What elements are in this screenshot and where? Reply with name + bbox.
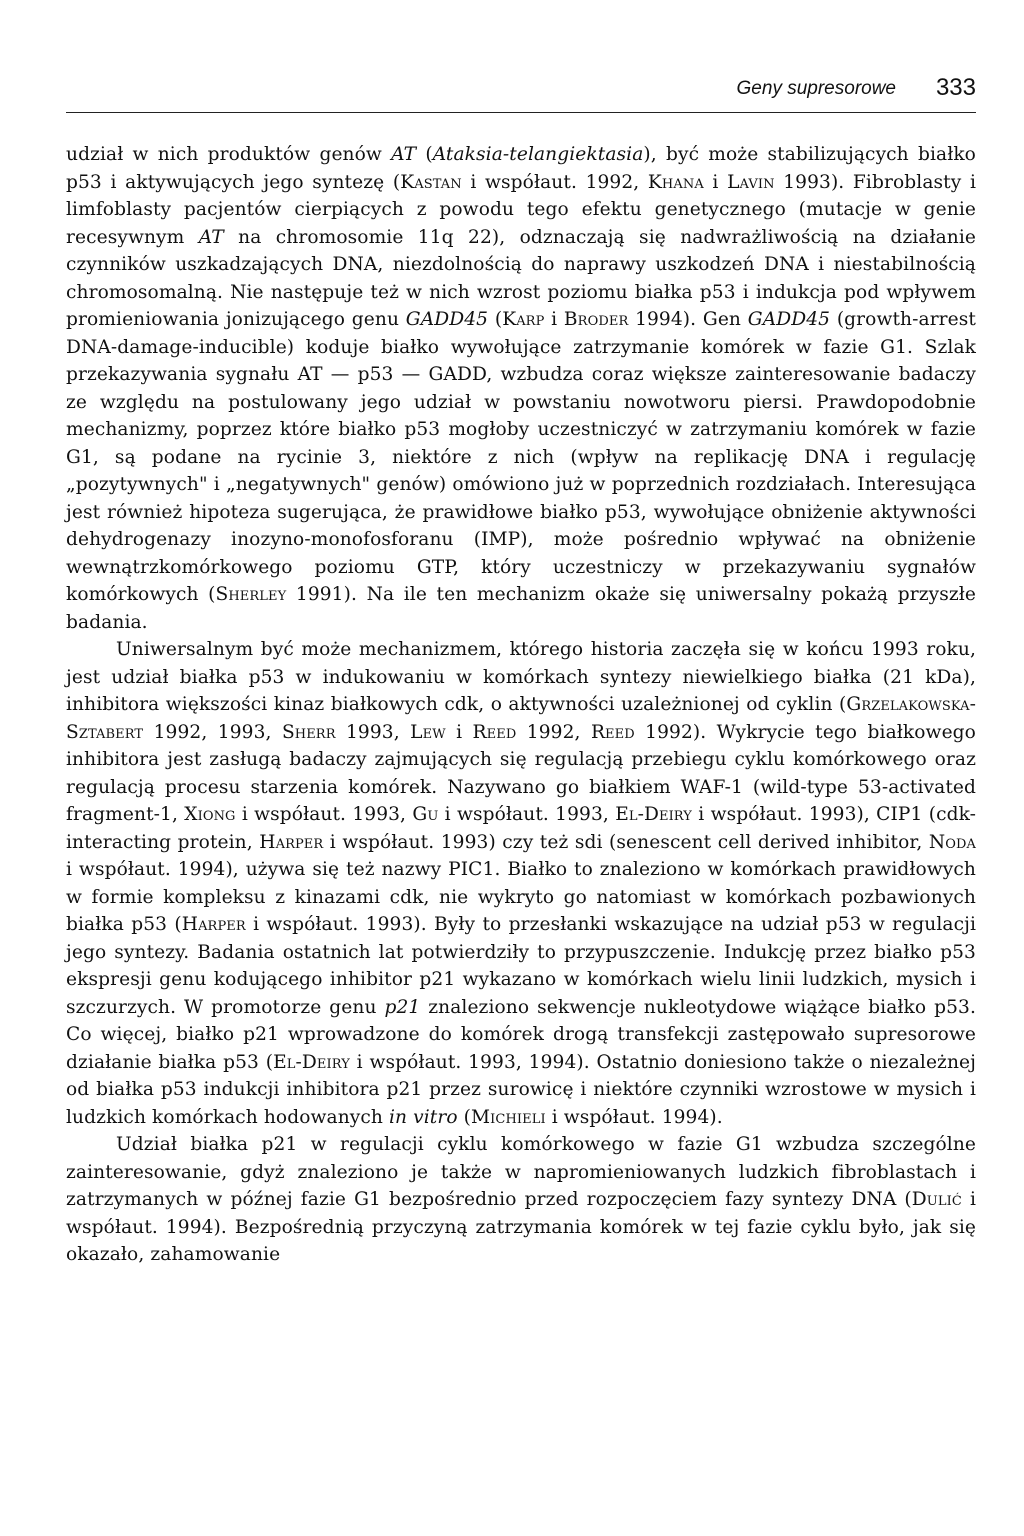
author-citation: Xiong	[184, 804, 236, 825]
author-citation: Noda	[928, 831, 976, 853]
text-segment: i współaut. 1993). Były to przesłanki wskazujące na udział p53 w regulacji jego syntezy. Badania ostatnich lat potwierdziły to przypuszczenie. Indukcję przez białko p53 ekspresji genu kodującego inhibitor p21 wykazano w komórkach wielu linii ludzkich, mysich i szczurzych. W promotorze genu	[66, 914, 977, 1018]
text-segment: znaleziono sekwencje nukleotydowe wiążące białko p53. Co więcej, białko p21 wprowadzone do komórek drogą transfekcji zastępowało supresorowe działanie białka p53 (	[66, 996, 976, 1073]
author-citation: Sherr	[281, 721, 336, 743]
text-segment: 1992, 1993,	[143, 721, 282, 743]
author-citation: Reed	[472, 721, 517, 743]
author-citation: Lew	[410, 721, 446, 743]
author-citation: Michieli	[471, 1106, 546, 1128]
gene-name: GADD45	[747, 309, 831, 330]
author-citation: Kastan	[400, 171, 462, 193]
paragraph-2	[66, 636, 976, 1131]
text-segment: i współaut. 1994). Bezpośrednią przyczyną zatrzymania komórek w tej fazie cyklu było, jak się okazało, zahamowanie	[66, 1189, 976, 1265]
author-citation: Lavin	[727, 171, 775, 193]
author-citation: Dulić	[911, 1189, 962, 1210]
running-header	[66, 72, 976, 113]
text-segment: na chromosomie 11q 22), odznaczają się nadwrażliwością na działanie czynników uszkadzających DNA, niezdolnością do naprawy uszkodzeń DNA i niestabilnością chromosomalną. Nie następuje też w nich wzrost poziomu białka p53 i indukcja pod wpływem promieniowania jonizującego genu	[66, 226, 976, 330]
author-citation: El-Deiry	[273, 1051, 350, 1073]
gene-name: AT	[391, 144, 417, 165]
text-segment: 1993,	[335, 721, 411, 743]
disease-name: Ataksia-telangiektasia	[432, 144, 644, 165]
page-number: 333	[935, 74, 976, 101]
author-citation: Harper	[181, 914, 246, 935]
text-segment: 1993). Fibroblasty i limfoblasty pacjentów cierpiących z powodu tego efektu genetycznego (mutacje w genie recesywnym	[66, 171, 976, 248]
text-segment: i	[703, 171, 728, 193]
author-citation: Reed	[590, 721, 635, 743]
text-segment: Uniwersalnym być może mechanizmem, którego historia zaczęła się w końcu 1993 roku, jest udział białka p53 w indukowaniu w komórkach syntezy niewielkiego białka (21 kDa), inhibitora większości kinaz białkowych cdk, o aktywności uzależnionej od cyklin (	[66, 639, 976, 715]
latin-term: in vitro	[389, 1106, 458, 1128]
text-segment: (	[416, 144, 433, 165]
text-segment: (	[457, 1106, 472, 1128]
author-citation: Karp	[502, 309, 545, 330]
author-citation: Harper	[259, 831, 324, 853]
text-segment: i współaut. 1994).	[545, 1106, 723, 1128]
text-segment: i współaut. 1992,	[461, 171, 648, 193]
text-segment: i	[544, 309, 564, 330]
book-page	[66, 72, 976, 1269]
text-segment: i	[445, 721, 473, 743]
author-citation: Broder	[563, 309, 629, 330]
gene-name: GADD45	[405, 309, 489, 330]
text-segment: udział w nich produktów genów	[66, 144, 392, 165]
text-segment: (growth-arrest DNA-damage-inducible) koduje białko wywołujące zatrzymanie komórek w fazie G1. Szlak przekazywania sygnału AT — p53 — GADD, wzbudza coraz większe zainteresowanie badaczy ze względu na postulowany jego udział w powstaniu nowotworu piersi. Prawdopodobnie mechanizmy, poprzez które białko p53 mogłoby uczestniczyć w zatrzymaniu komórek w fazie G1, są podane na rycinie 3, niektóre z nich (wpływ na replikację DNA i regulację „pozytywnych" i „negatywnych" genów) omówiono już w poprzednich rozdziałach. Interesująca jest również hipoteza sugerująca, że prawidłowe białko p53, wywołujące obniżenie aktywności dehydrogenazy inozyno-monofosforanu (IMP), może pośrednio wpływać na obniżenie wewnątrzkomórkowego poziomu GTP, który uczestniczy w przekazywaniu sygnałów komórkowych (	[66, 309, 976, 605]
text-segment: 1992,	[516, 721, 591, 743]
author-citation: Khana	[647, 171, 704, 193]
text-segment: i współaut. 1993,	[235, 804, 413, 825]
paragraph-1	[66, 141, 976, 636]
running-title: Geny supresorowe	[736, 78, 896, 99]
text-segment: 1991). Na ile ten mechanizm okaże się uniwersalny pokażą przyszłe badania.	[66, 584, 976, 633]
gene-name: p21	[384, 996, 421, 1018]
text-segment: 1992). Wykrycie tego białkowego inhibitora jest zasługą badaczy zajmujących się regulacją przebiegu cyklu komórkowego oraz regulacją procesu starzenia komórek. Nazywano go białkiem WAF-1 (wild-type 53-activated fragment-1,	[66, 721, 976, 825]
author-citation: El-Deiry	[615, 804, 692, 825]
text-segment: ), być może stabilizujących białko p53 i aktywujących jego syntezę (	[66, 144, 976, 193]
author-citation: Grzelakowska-Sztabert	[66, 694, 976, 743]
text-segment: i współaut. 1993, 1994). Ostatnio doniesiono także o niezależnej od białka p53 indukcji inhibitora p21 przez surowicę i niektóre czynniki wzrostowe w mysich i ludzkich komórkach hodowanych	[66, 1051, 976, 1128]
text-segment: i współaut. 1993,	[438, 804, 616, 825]
text-segment: (	[488, 309, 503, 330]
text-segment: Udział białka p21 w regulacji cyklu komórkowego w fazie G1 wzbudza szczególne zainteresowanie, gdyż znaleziono je także w napromieniowanych ludzkich fibroblastach i zatrzymanych w późnej fazie G1 bezpośrednio przed rozpoczęciem fazy syntezy DNA (	[66, 1134, 976, 1210]
gene-name: AT	[198, 226, 224, 248]
text-segment: i współaut. 1994), używa się też nazwy PIC1. Białko to znaleziono w komórkach prawidłowych w formie kompleksu z kinazami cdk, nie wykryto go natomiast w komórkach pozbawionych białka p53 (	[66, 859, 976, 935]
body-text	[66, 141, 976, 1269]
text-segment: i współaut. 1993), CIP1 (cdk-interacting protein,	[66, 804, 977, 853]
paragraph-3	[66, 1131, 976, 1269]
author-citation: Sherley	[215, 584, 287, 605]
author-citation: Gu	[412, 804, 439, 825]
text-segment: i współaut. 1993) czy też sdi (senescent cell derived inhibitor,	[323, 831, 929, 853]
text-segment: 1994). Gen	[628, 309, 748, 330]
